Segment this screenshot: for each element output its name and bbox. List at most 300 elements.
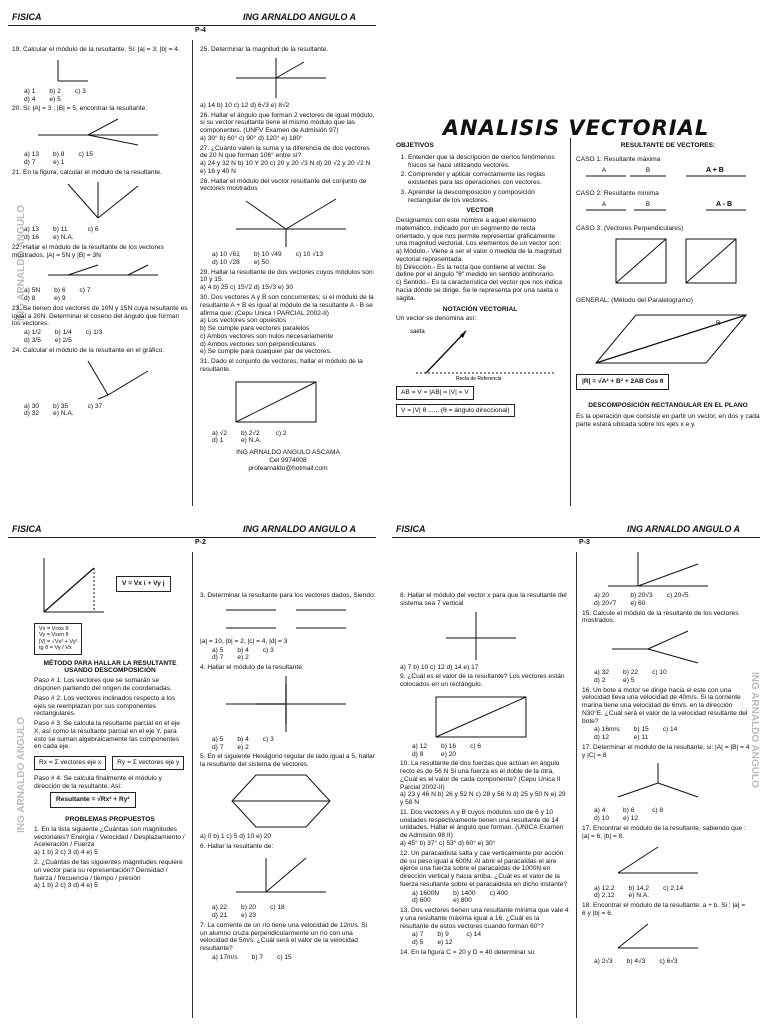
formula-line: |V| = √Vx² + Vy² [39,638,78,645]
option[interactable]: e) 20 [441,750,457,758]
left-column [34,554,186,892]
option[interactable]: c) 8 [652,807,664,815]
vector-figure [216,602,356,636]
option[interactable]: d) 7 [24,158,36,166]
formula-line: Vy = Vsen θ [39,632,69,639]
vector-a-label: A [602,202,607,209]
option[interactable]: d) 1 [212,437,224,445]
section-title: MÉTODO PARA HALLAR LA RESULTANTE USANDO DESCOMPOSICIÓN [43,659,177,675]
option[interactable]: d) 16 [24,234,40,242]
option[interactable]: c) 6 [87,226,99,234]
vector-figure [216,56,336,100]
section-title: NOTACIÓN VECTORIAL [442,305,518,313]
option[interactable]: c) 1/3 [85,329,103,337]
option[interactable]: b) 6 [623,807,635,815]
option[interactable]: c) 14 [466,931,482,939]
case3-figure [576,233,756,295]
left-column [396,142,564,419]
option[interactable]: d) 600 [412,897,431,905]
vector-figure [28,357,168,401]
question-27 [200,145,376,176]
option[interactable]: a) 16m/s [594,726,620,734]
option[interactable]: b) 14,2 [628,884,650,892]
option[interactable]: e) 12 [437,939,453,947]
question-25 [200,46,376,110]
options [24,151,188,167]
watermark: ING ARNALDO ANGULO [16,717,27,833]
vector-figure [28,56,118,86]
question-29 [200,269,376,292]
option[interactable]: a) 1 [24,87,36,95]
option[interactable]: b) 4√3 [626,957,646,965]
vector-figure [598,550,718,590]
options [212,251,376,267]
vector-figure [216,376,336,428]
page-header [8,521,376,538]
right-column [582,548,750,967]
case-label: GENERAL: (Método del Paralelogramo) [576,297,693,305]
question-17b [582,825,750,900]
section-title: VECTOR [466,207,494,215]
question-30 [200,294,376,356]
question-text: 25. Determinar la magnitud de la resultante. [200,46,329,53]
option[interactable]: c) 6 [470,742,482,750]
option[interactable]: e) N.A. [240,437,262,445]
vector-figure [28,178,168,224]
option[interactable]: b) 6 [54,287,66,295]
question-17 [582,744,750,823]
option[interactable]: a) 12 [412,742,428,750]
option[interactable]: a) 20 [594,592,610,599]
option[interactable]: e) 9 [54,295,66,303]
signature-email[interactable]: profearnaldo@hotmail.com [248,464,328,472]
vector-figure [598,627,718,667]
page-2 [0,512,384,1024]
options [412,743,570,759]
notation-formula-2: V = |V| θ ...... (θ = ángulo direccional) [396,404,515,418]
case1-figure [576,164,756,188]
option[interactable]: d) Ambos vectores son perpendiculares [200,340,316,348]
option[interactable]: c) 3 [74,87,86,95]
subject-label: FISICA [396,524,426,534]
page-3 [384,512,768,1024]
options [212,736,376,752]
options [24,88,188,104]
question-11 [400,809,570,848]
left-column [400,592,570,959]
option[interactable]: e) 11 [633,734,649,742]
formula-line: Vx = Vcos θ [39,625,69,632]
question-15 [582,610,750,685]
option[interactable]: b) 22 [623,669,639,677]
question-text: 12. Un paracaidista salta y cae verticalmente por acción de su peso igual a 600N. Al abrir el paracaídas el aire ejerce una fuerza sobre el paracaídas de 1000N en dirección vertical y hacia arriba. ¿Cuál es el valor de la fuerza resultante sobre el paracaidista en dicho instante? [400,849,568,888]
question-28 [200,178,376,267]
options: a) 23 y 46 N b) 26 y 52 N c) 28 y 56 N d) 25 y 50 N e) 29 y 58 N [400,791,566,807]
option[interactable]: b) 8 [53,151,65,159]
option[interactable]: b) Se cumple para vectores paralelos [200,325,310,333]
option[interactable]: a) 32 [594,669,610,677]
resultant-formula: Resultante = √Rx² + Ry² [50,792,136,808]
question-text: 6. Hallar la resultante de: [200,842,274,850]
option[interactable]: e) 60 [630,599,646,607]
option[interactable]: a) 13 [24,151,40,159]
question-4 [200,664,376,751]
vector-figure [28,115,168,149]
option[interactable]: c) 14 [662,726,678,734]
options: a) 30° b) 60° c) 90° d) 120° e) 180° [200,134,303,142]
question-text: 22. Hallar el módulo de la resultante de los vectores mostrados. |A| = 5N y |B| = 3N [12,243,164,259]
signature [200,449,376,472]
options [24,287,188,303]
question-text: 29. Hallar la resultante de dos vectores cuyos módulos son: 10 y 15. [200,268,375,284]
paragraph: Paso # 1: Los vectores que se sumarán se disponen partiendo del origen de coordenadas. [34,677,172,692]
vector-b-label: B [646,202,651,209]
option[interactable]: b) 1/4 [54,329,72,337]
ry-formula: Ry = Σ vectores eje y [112,756,184,770]
vector-figure [28,261,168,285]
section-title: RESULTANTE DE VECTORES: [620,142,716,149]
options [212,904,376,920]
section-title: DESCOMPOSICIÓN RECTANGULAR EN EL PLANO [588,401,748,409]
paragraph: Paso # 4: Se calcula finalmente el módulo y dirección de la resultante. Así: [34,774,162,790]
question-6 [200,843,376,920]
option[interactable]: b) 2√2 [240,429,260,437]
question-22 [12,244,188,303]
question-text: 24. Calcular el módulo de la resultante en el gráfico. [12,346,165,354]
signature-name: ING ARNALDO ANGULO ASCAMA [236,449,340,457]
option[interactable]: b) 20√3 [630,592,653,599]
option[interactable]: e) 12 [623,815,639,823]
question-8 [400,592,570,671]
options: a) 4 b) 25 c) 15√2 d) 15√3 e) 30 [200,284,294,292]
option[interactable]: e) 2 [237,743,249,751]
option[interactable]: b) 7 [251,954,264,962]
option[interactable]: e) N.A. [53,234,74,242]
question-2 [34,859,186,890]
option[interactable]: d) 7 [212,743,224,751]
question-text: 23. Se tienen dos vectores de 10N y 15N cuya resultante es igual a 20N. Determinar el coseno del ángulo que forman los vectores. [12,304,188,328]
subject-label: FISICA [12,524,42,534]
option[interactable]: e) 800 [453,897,472,905]
options: a) 14 b) 10 c) 12 d) 6√3 e) 8√2 [200,101,290,109]
author-label: ING ARNALDO ANGULO A [243,12,356,22]
rectangle-figure [416,691,546,741]
question-text: 5. En el siguiente Hexágono regular de lado igual a 5, hallar la resultante del sistema de vectores. [200,753,375,769]
objetivos-list [396,154,564,205]
option[interactable]: a) 2√3 [594,957,613,965]
vector-notation-figure [396,323,564,381]
vector-figure [598,843,718,883]
option[interactable]: d) 10 √28 [212,258,240,266]
options: a) 7 b) 10 c) 12 d) 14 e) 17 [400,663,479,671]
option[interactable]: d) 3/5 [24,337,41,345]
option[interactable]: d) 8 [24,295,36,303]
option[interactable]: b) 1400 [453,889,476,897]
page-1 [384,0,768,512]
option[interactable]: a) 4 [594,807,606,815]
option[interactable]: c) 20√5 [666,592,689,599]
question-13 [400,907,570,947]
resultant-label: R [716,321,721,328]
options [594,669,750,685]
question-31 [200,358,376,445]
section-title: PROBLEMAS PROPUESTOS [65,816,155,824]
option[interactable]: c) 400 [489,889,508,897]
saeta-label: saeta [410,329,425,336]
question-1 [34,826,186,857]
question-text: 15. Calcule el módulo de la resultante de los vectores mostrados. [582,609,739,625]
page-header [392,521,760,538]
page-header [8,9,376,26]
option[interactable]: c) 15 [78,151,94,159]
options [594,726,750,742]
options [212,430,376,446]
question-5 [200,753,376,840]
rx-formula: Rx = Σ vectores eje x [34,756,106,770]
vector-a-label: A [602,167,607,174]
option[interactable]: a) 10 √61 [212,251,240,259]
option[interactable]: a) 7 [412,931,424,939]
paragraph: Paso # 3: Se calcula la resultante parcial en el eje X, así como la resultante parcial en el eje Y, para esto se suman algebraicamente las componentes en cada eje. [34,720,180,751]
question-14-options [594,592,750,608]
option[interactable]: b) 20 [241,904,257,912]
option[interactable]: e) 5 [623,676,635,684]
question-26 [200,112,376,143]
question-3 [200,592,376,662]
option[interactable]: c) 3 [262,735,274,743]
option[interactable]: b) 4 [237,735,249,743]
option[interactable]: c) 3 [262,646,274,654]
subject-label: FISICA [12,12,42,22]
option[interactable]: e) N.A. [628,892,650,900]
signature-phone: Cel 9974008 [269,456,307,464]
option[interactable]: d) 12 [594,734,610,742]
question-text: 10. La resultante de dos fuerzas que actúan en ángulo recto es de 56 N Si una fuerza es el doble de la otra, ¿Cuál es el valor de cada componente? (Cepu Unica II Parcial 2002-II) [400,760,561,791]
question-text: 17. Determinar el módulo de la resultante, si: |A| = |B| = 4 y |C| = 8 [582,743,750,759]
question-text: 17. Encontrar el módulo de la resultante, sabiendo que : |a| = 6; |b| = 8. [582,825,746,840]
question-16 [582,687,750,742]
question-18 [582,902,750,965]
option[interactable]: a) 22 [212,904,228,912]
page-number: P-2 [195,539,206,546]
option[interactable]: a) 30 [24,402,40,410]
option[interactable]: a) 17m/s [212,954,238,962]
question-text: 26. Hallar el ángulo que forman 2 vectores de igual módulo, si su vector resultante tiene el mismo módulo que las componentes. (UNFV Examen de Admisión 97) [200,111,375,135]
option[interactable]: e) 2 [237,654,249,662]
option[interactable]: e) 50 [253,258,269,266]
question-text: 1. En la lista siguiente ¿Cuántas son magnitudes vectoriales? Energía / Velocidad / Desplazamiento / Aceleración / Fuerza [34,825,185,849]
option[interactable]: e) N.A. [53,410,74,418]
options [412,890,570,906]
options [212,954,376,962]
option[interactable]: d) 21 [212,912,228,920]
option[interactable]: a) 1/2 [24,329,41,337]
options [24,329,188,345]
question-text: 7. La corriente de un río tiene una velocidad de 12m/s. Si un alumno cruza perpendicularmente un río con una velocidad de 5m/s. ¿Cuál será el valor de la velocidad resultante? [200,921,368,953]
option[interactable]: d) 2,12 [594,892,615,900]
question-text: 13. Dos vectores tienen una resultante mínima que vale 4 y una resultante máxima igual a 16. ¿Cuál es la resultante de estos vectores cuando forman 60°? [400,907,569,930]
option[interactable]: b) 15 [633,726,649,734]
right-column [200,46,376,473]
option[interactable]: d) 2 [594,676,606,684]
options [24,403,188,419]
options: a) 45° b) 37° c) 53° d) 60° e) 30° [400,840,496,848]
option[interactable]: a) 5 [212,646,224,654]
question-text: 18. Encontrar el módulo de la resultante: a + b. Si : |a| = 6 y |b| = 6. [582,902,746,917]
parallelogram-figure [576,305,756,371]
options: a) 24 y 32 N b) 10 Y 20 c) 20 y 20 √3 N d) 20 √2 y 20 √2 N e) 16 y 40 N [200,160,371,175]
option[interactable]: b) 35 [53,402,69,410]
question-text: 8. Hallar el módulo del vector x para que la resultante del sistema sea 7 vertical [400,592,567,607]
document-title: ANALISIS VECTORIAL [442,116,710,140]
page-number: P-3 [579,539,590,546]
case2-figure [576,198,756,222]
option[interactable]: a) √2 [212,429,227,437]
question-24 [12,347,188,418]
option[interactable]: c) 10 √13 [295,251,324,259]
option[interactable]: b) 10 √49 [253,251,282,259]
options: a) 1 b) 2 c) 3 d) 4 e) 5 [34,882,98,890]
options [594,807,750,823]
right-column [576,142,760,429]
option[interactable]: b) 2 [49,87,61,95]
watermark: ING ARNALDO ANGULO [749,672,760,788]
option[interactable]: e) 5 [49,95,61,103]
option[interactable]: e) Se cumple para cualquier par de vectores. [200,348,332,356]
option[interactable]: b) 16 [441,742,457,750]
page-4 [0,0,384,512]
option[interactable]: e) 1 [53,158,65,166]
components-formula [34,623,82,655]
option[interactable]: c) Ambos vectores son nulos necesariamente [200,332,334,340]
option[interactable]: d) 4 [24,95,36,103]
option[interactable]: a) 5N [24,287,41,295]
vector-figure [216,674,356,734]
question-9 [400,673,570,758]
list-item: 2. Comprender y aplicar correctamente las reglas existentes para las operaciones con vectores. [408,171,564,187]
question-text: 21. En la figura, calcular el módulo de la resultante. [12,168,162,176]
option[interactable]: a) 1600N [412,889,440,897]
vector-figure [598,920,718,956]
question-text: 30. Dos vectores A y B son concurrentes; si el módulo de la resultante A + B es igual al módulo de la resultante A - B se afirma que: (Cepu Unica I PARCIAL 2002-II) [200,294,374,317]
case-label: CASO 3: (Vectores Perpendiculares) [576,224,684,232]
option[interactable]: e) 23 [241,912,257,920]
option[interactable]: b) 9 [437,931,449,939]
option[interactable]: a) 12,2 [594,884,615,892]
option[interactable]: b) 11 [53,226,68,234]
page-number: P-4 [195,27,206,34]
question-20 [12,105,188,166]
author-label: ING ARNALDO ANGULO A [627,524,740,534]
option[interactable]: d) 10 [594,815,610,823]
option[interactable]: c) 6√3 [659,957,678,965]
reference-line-label: Recta de Referencia [456,376,502,382]
question-text: 14. En la figura C = 20 y D = 40 determinar su [400,948,535,956]
column-divider [192,552,193,1018]
sum-label: A + B [706,166,724,174]
option[interactable]: c) 18 [270,904,285,912]
question-text: 20. Si: |A| = 3 ; |B| = 5, encontrar la resultante. [12,105,148,113]
column-divider [570,138,571,506]
option[interactable]: a) 13 [24,226,40,234]
option[interactable]: d) 8 [412,750,424,758]
paragraph: Un vector se denomina así: [396,315,477,323]
question-text: 16. Un bote a motor se dirige hacia el este con una velocidad lleva una velocidad de 40m/s. Si la corriente marina tiene una velocidad de 6m/s. en la dirección N30°E. ¿Cuál será el valor de la velocidad resultante del bote? [582,686,748,725]
question-text: 3. Determinar la resultante para los vectores dados, Siendo: [200,592,376,599]
question-7 [200,922,376,962]
options [594,885,750,901]
case-label: CASO 2: Resultante mínima [576,190,659,198]
option[interactable]: d) 5 [412,939,424,947]
question-21 [12,169,188,242]
question-text: 27. ¿Cuánto valen la suma y la diferencia de dos vectores de 20 N que forman 106° entre sí? [200,144,370,160]
watermark: ING ARNALDO ANGULO [16,205,27,321]
right-column [200,592,376,964]
option[interactable]: d) 32 [24,410,40,418]
author-label: ING ARNALDO ANGULO A [243,524,356,534]
left-column [12,46,188,420]
vector-figure [598,761,718,805]
case-label: CASO 1: Resultante máxima [576,155,661,163]
option[interactable]: e) 2/5 [54,337,72,345]
option[interactable]: b) 4 [237,646,249,654]
options [412,931,570,947]
hexagon-figure [216,771,346,831]
column-divider [192,40,193,506]
vector-formula: V = Vx i + Vy j [116,576,171,592]
option[interactable]: c) 7 [79,287,91,295]
vector-b-label: B [646,167,651,174]
question-23 [12,305,188,345]
question-text: 4. Hallar el módulo de la resultante. [200,664,304,672]
options: a) 0 b) 1 c) 5 d) 10 e) 20 [200,832,272,840]
options [594,958,750,966]
paragraph: Es la operación que consiste en partir un vector, en dos y cada parte estará ubicada sobre los ejes x e y. [576,413,760,429]
option[interactable]: c) 37 [87,402,103,410]
option[interactable]: c) 2 [275,429,287,437]
formula-line: tg θ = Vy / Vx [39,645,72,652]
option[interactable]: d) 7 [212,654,224,662]
options: a) 1 b) 2 c) 3 d) 4 e) 5 [34,849,98,857]
vector-figure [216,852,346,902]
paragraph: Paso # 2: Los vectores inclinados respecto a los ejes se reemplazan por sus componentes rectangulares. [34,694,176,718]
difference-label: A - B [716,201,733,209]
option[interactable]: c) 2,14 [663,884,684,892]
question-text: 19. Calcular el módulo de la resultante. Si: |a| = 3; |b| = 4. [12,46,180,53]
paragraph: Designamos con este nombre a aquel elemento matemático, indicado por un segmento de recta orientado, y que nos permite representar gráficamente una magnitud vectorial. Los elementos de un vector son: [396,217,562,248]
notation-formula: AB = V = |AB| = |V| = V [396,386,474,400]
option[interactable]: c) 10 [652,669,667,677]
option[interactable]: a) Los vectores son opuestos [200,317,287,325]
general-formula: |R| = √A² + B² + 2AB Cos θ [576,374,669,390]
question-text: 31. Dado el conjunto de vectores, hallar el módulo de la resultante. [200,358,363,373]
question-19 [12,46,188,103]
vector-figure [416,610,536,662]
option[interactable]: d) 20√7 [594,599,617,607]
option[interactable]: a) 5 [212,735,224,743]
question-text: 2. ¿Cuántas de las siguientes magnitudes requiere un vector para su representación? Densidad / fuerza / frecuencia / tiempo / presión [34,859,183,882]
options [24,226,188,242]
option[interactable]: c) 15 [277,954,292,962]
question-text: 9. ¿Cuál es el valor de la resultante? Los vectores están colocados en un rectángulo. [400,673,565,689]
question-data: |a| = 10, |b| = 2, |c| = 4, |d| = 3 [200,637,288,645]
question-14 [400,949,570,957]
paragraph: c) Sentido.- Es la característica del vector que nos indica hacia dónde se dirige. Se le representa por una saeta o sagita. [396,279,563,302]
question-text: 28. Hallar el módulo del vector resultante del conjunto de vectores mostrados [200,177,367,193]
column-divider [576,552,577,1018]
list-item: 1. Entender que la descripción de ciertos fenómenos físicos se hace utilizando vectores. [408,154,564,170]
list-item: 3. Aprender la descomposición y composición rectangular de los vectores. [408,189,564,205]
